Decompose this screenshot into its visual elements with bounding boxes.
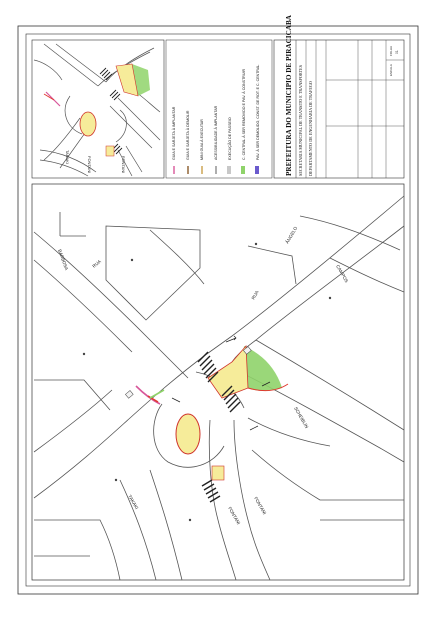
title-sheet-number: 01 bbox=[395, 50, 399, 54]
title-sheet-label: FOLHA bbox=[389, 45, 393, 56]
title-municipality: PREFEITURA DO MUNICIPIO DE PIRACICABA bbox=[285, 15, 293, 176]
label-takaki: TAKAKI bbox=[127, 494, 140, 511]
overview-central-island bbox=[80, 112, 96, 136]
label-scheiblin: SCHEIBLIN bbox=[293, 406, 310, 430]
label-angelo: ÂNGELO bbox=[284, 225, 299, 245]
svg-text:MINI GUIA À EXECUTAR: MINI GUIA À EXECUTAR bbox=[200, 119, 204, 160]
title-department: DEPARTAMENTO DE ENGENHARIA DE TRAFEGO bbox=[308, 81, 313, 176]
central-island bbox=[176, 414, 200, 454]
bus-stop-structure bbox=[212, 466, 224, 480]
overview-small-building bbox=[106, 146, 114, 156]
main-drawing bbox=[32, 184, 404, 580]
title-secretariat: SECRETARIA MUNICIPAL DE TRANSITO E TRANSPORTES bbox=[298, 65, 303, 176]
label-rua-barbosa: RUA bbox=[91, 258, 102, 269]
svg-text:PAV. À SER DEMOLIDO, CONST. DE: PAV. À SER DEMOLIDO, CONST. DE ROT. E C. CENTRAL bbox=[256, 64, 260, 160]
title-block bbox=[274, 14, 404, 178]
svg-text:GUIA E SARJETA À DEMOLIR: GUIA E SARJETA À DEMOLIR bbox=[186, 110, 190, 160]
legend-item-2 bbox=[186, 110, 190, 174]
green-area bbox=[243, 346, 282, 391]
legend-item-6 bbox=[241, 69, 246, 174]
overview-label-fontani-2: FONTANI bbox=[121, 156, 126, 174]
legend-item-4 bbox=[214, 105, 218, 174]
legend-item-1 bbox=[172, 106, 176, 174]
legend-item-7 bbox=[255, 65, 260, 174]
svg-text:ACESSIBILIDADE À IMPLANTAR: ACESSIBILIDADE À IMPLANTAR bbox=[214, 105, 218, 160]
label-barbosa: BARBOSA bbox=[57, 248, 70, 271]
legend-item-3 bbox=[200, 119, 204, 174]
label-campos: CAMPOS bbox=[335, 264, 350, 284]
overview-label-fontani-1: FONTANI bbox=[87, 156, 92, 174]
svg-text:C. CENTRAL À SER REMOVIDO E PA: C. CENTRAL À SER REMOVIDO E PAV. À CONSTRUIR bbox=[242, 68, 246, 160]
label-rua-angelo: RUA bbox=[250, 289, 260, 301]
overview-map bbox=[32, 40, 164, 178]
green-strip-left bbox=[150, 390, 164, 398]
overview-label-takaki: TAKAKI bbox=[65, 150, 70, 164]
label-fontani-2: FONTANI bbox=[253, 496, 268, 516]
svg-text:EXECUÇÃO DE PASSEIO: EXECUÇÃO DE PASSEIO bbox=[228, 117, 232, 160]
title-scale-label: ESCALA bbox=[389, 64, 393, 76]
crosswalk-lower bbox=[202, 480, 220, 502]
label-fontani-1: FONTANI bbox=[227, 506, 242, 526]
legend bbox=[166, 40, 272, 178]
stop-mark-left bbox=[125, 391, 133, 399]
legend-item-5 bbox=[227, 117, 232, 174]
svg-text:GUIA E SARJETA À IMPLANTAR: GUIA E SARJETA À IMPLANTAR bbox=[172, 106, 176, 160]
